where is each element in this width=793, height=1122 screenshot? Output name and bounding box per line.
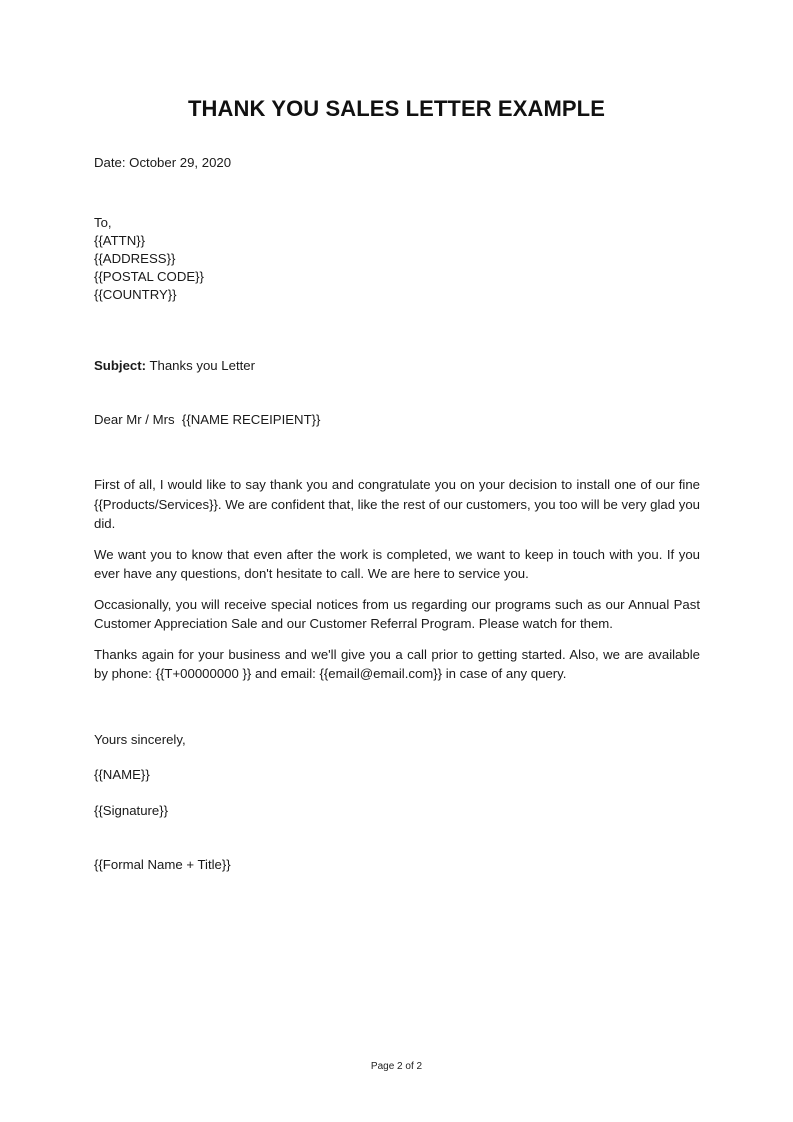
document-title: THANK YOU SALES LETTER EXAMPLE (188, 96, 605, 121)
salutation: Dear Mr / Mrs {{NAME RECEIPIENT}} (94, 412, 321, 427)
closing-line: Yours sincerely, (94, 732, 186, 747)
recipient-postal-code: {{POSTAL CODE}} (94, 269, 204, 284)
recipient-address-block (94, 214, 700, 304)
body-paragraph-3: Occasionally, you will receive special notices from us regarding our programs such as our Annual Past Customer Appreciation Sale and our Customer Referral Program. Please watch for them. (94, 596, 700, 631)
subject-label: Subject: (94, 358, 147, 373)
body-paragraph-2: We want you to know that even after the work is completed, we want to keep in touch with you. If you ever have any questions, don't hesitate to call. We are here to service you. (94, 546, 700, 581)
letter-body (94, 475, 700, 695)
sender-name: {{NAME}} (94, 767, 150, 782)
recipient-attn: {{ATTN}} (94, 233, 146, 248)
to-label: To, (94, 215, 112, 230)
page-number: Page 2 of 2 (370, 1061, 423, 1072)
subject-line (94, 357, 700, 375)
recipient-country: {{COUNTRY}} (94, 287, 177, 302)
formal-name-title: {{Formal Name + Title}} (94, 857, 231, 872)
subject-text: Thanks you Letter (146, 358, 256, 373)
body-paragraph-4: Thanks again for your business and we'll give you a call prior to getting started. Also, we are available by phone: {{T+00000000 }} and email: {{email@email.com}} in case of any query. (94, 646, 700, 681)
date-line: Date: October 29, 2020 (94, 155, 232, 170)
body-paragraph-1: First of all, I would like to say thank you and congratulate you on your decision to install one of our fine {{Products/Services}}. We are confident that, like the rest of our customers, you too will be very glad you did. (94, 477, 700, 531)
recipient-address: {{ADDRESS}} (94, 251, 176, 266)
signature-placeholder: {{Signature}} (94, 803, 169, 818)
